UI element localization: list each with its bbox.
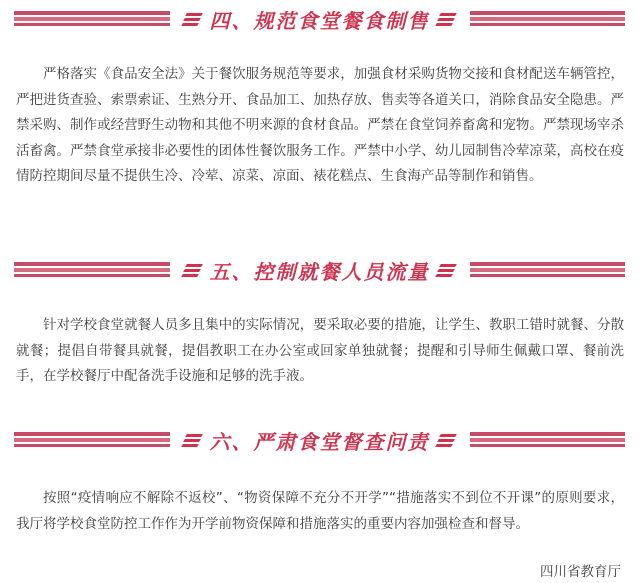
section-title: 四、规范食堂餐食制售 xyxy=(209,8,430,33)
banner-label xyxy=(170,256,470,284)
section-paragraph: 针对学校食堂就餐人员多且集中的实际情况，要采取必要的措施，让学生、教职工错时就餐、分散就餐；提倡自带餐具就餐，提倡教职工在办公室或回家单独就餐；提醒和引导师生佩戴口罩、餐前洗手，在学校餐厅中配备洗手设施和足够的洗手液。 xyxy=(16,317,624,384)
section-banner-5 xyxy=(0,256,639,284)
banner-label xyxy=(170,426,470,454)
section-paragraph: 按照“疫情响应不解除不返校”、“物资保障不充分不开学”“措施落实不到位不开课”的原则要求，我厅将学校食堂防控工作作为开学前物资保障和措施落实的重要内容加强检查和督导。 xyxy=(16,490,624,532)
flag-stripes-icon xyxy=(436,431,458,449)
section-banner-6 xyxy=(0,426,639,454)
flag-stripes-icon xyxy=(436,10,458,28)
flag-stripes-icon xyxy=(182,10,204,28)
section-title: 五、控制就餐人员流量 xyxy=(209,259,430,284)
flag-stripes-icon xyxy=(436,261,458,279)
signature: 四川省教育厅 xyxy=(540,564,621,580)
flag-stripes-icon xyxy=(182,261,204,279)
flag-stripes-icon xyxy=(182,431,204,449)
section-title: 六、严肃食堂督查问责 xyxy=(209,429,430,454)
section-paragraph: 严格落实《食品安全法》关于餐饮服务规范等要求，加强食材采购货物交接和食材配送车辆管控，严把进货查验、索票索证、生熟分开、食品加工、加热存放、售卖等各道关口，消除食品安全隐患。严禁采购、制作或经营野生动物和其他不明来源的食材食品。严禁在食堂饲养畜禽和宠物。严禁现场宰杀活畜禽。严禁食堂承接非必要性的团体性餐饮服务工作。严禁中小学、幼儿园制售冷荤凉菜，高校在疫情防控期间尽量不提供生冷、冷荤、凉菜、凉面、裱花糕点、生食海产品等制作和销售。 xyxy=(16,66,624,184)
banner-label xyxy=(170,5,470,33)
section-banner-4 xyxy=(0,5,639,33)
